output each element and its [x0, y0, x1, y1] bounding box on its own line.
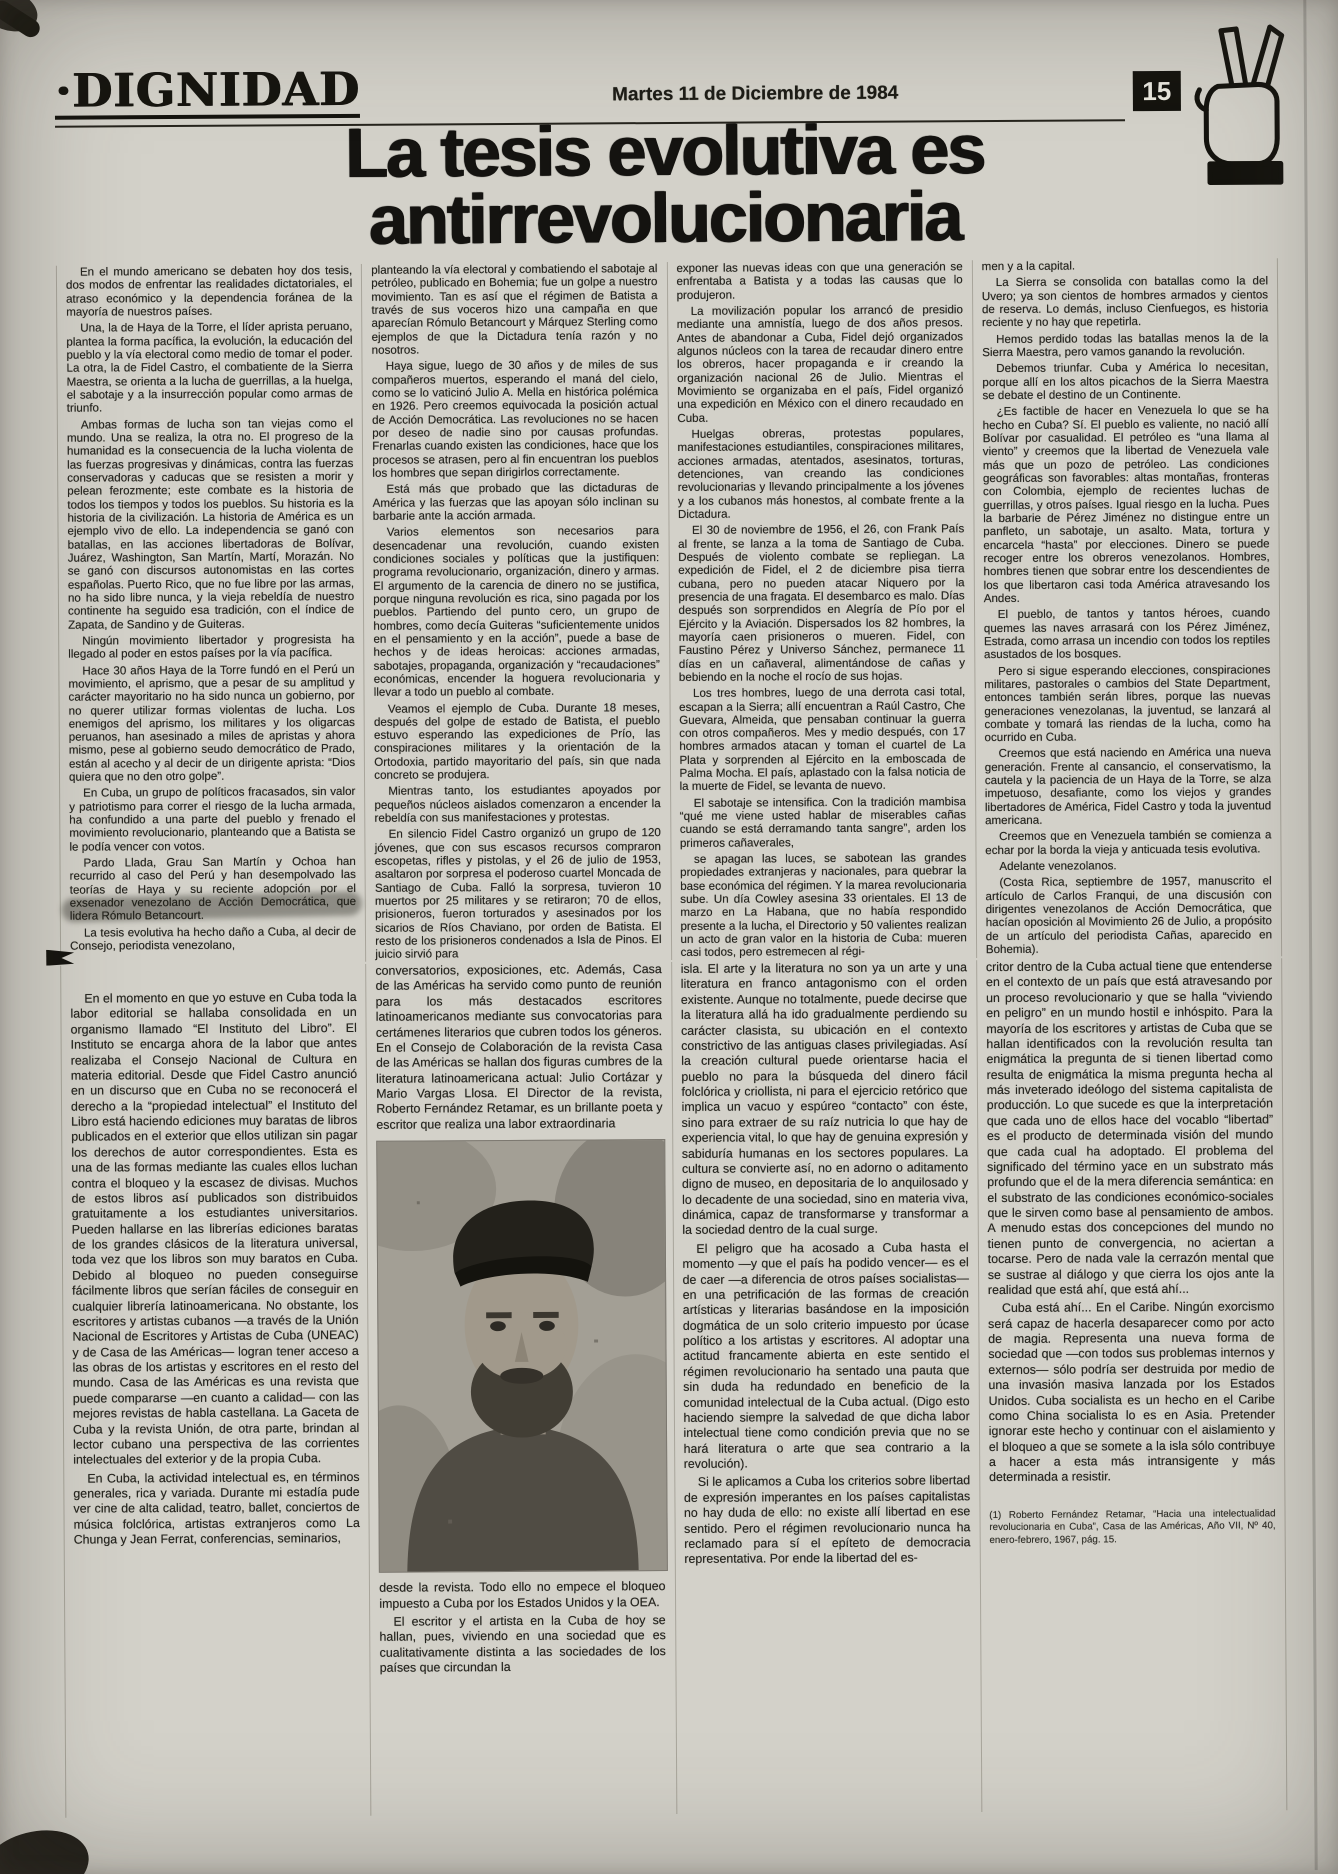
paragraph-list — [375, 962, 662, 1133]
article-bottom-column-1 — [61, 964, 370, 1818]
paragraph: planteando la vía electoral y combatiendo el sabotaje al petróleo, publicado en Bohemia; fue un golpe a nuestro movimiento. Tan es así que el régimen de Batista a través de sus voceros hizo una campaña en que aparecían Rómulo Betancourt y Márquez Sterling como ejemplos de que la Dictadura tenía razón y no nosotros. — [371, 262, 658, 357]
paragraph: Varios elementos son necesarios para desencadenar una revolución, cuando existen condiciones sociales y políticas que la justifiquen: programa revolucionario, organización, dinero y armas. El argumento de la carencia de dinero no se justifica, porque ninguna revolución es rica, sino pagada por los pueblos. Partiendo del punto cero, un grupo de hombres, como decía Guiteras “suficientemente unidos en el pensamiento y en la acción”, puede a base de hechos y de ideas heroicas: acciones armadas, sabotajes, propaganda, organización y “recaudaciones” económicas, encender la hoguera revolucionaria y llevar a todo un pueblo al combate. — [372, 524, 660, 699]
paragraph: Una, la de Haya de la Torre, el líder aprista peruano, plantea la forma pacífica, la evolución, la educación del pueblo y la vía electoral como medio de tomar el poder. La otra, la de Fidel Castro, el combatiente de la Sierra Maestra, se orienta a la lucha de guerrillas, a la huelga, el sabotaje y a la insurrección popular como armas de triunfo. — [66, 320, 353, 415]
paragraph: En el momento en que yo estuve en Cuba toda la labor editorial se hallaba consolidada en un organismo llamado “El Instituto del Libro”. El Instituto se encarga ahora de la labor que antes realizaba el Consejo Nacional de Cultura en materia editorial. Desde que Fidel Castro anunció en un discurso que en Cuba no se reconocerá el derecho a la “propiedad intelectual” el Instituto del Libro está haciendo ediciones muy baratas de libros publicados en el exterior que ellos utilizan sin pagar los derechos de autor correspondientes. Esta es una de las formas mediante las cuales ellos luchan contra el bloqueo y la escasez de divisas. Muchos de estos libros así publicados son distribuidos gratuitamente a los estudiantes universitarios. Pueden hallarse en las librerías ediciones baratas de los grandes clásicos de la literatura universal, toda vez que los libros son muy baratos en Cuba. Debido al bloqueo no pueden conseguirse fácilmente libros que serían fáciles de conseguir en cualquier librería latinoamericana. No obstante, los escritores y artistas cubanos —a través de la Unión Nacional de Escritores y Artistas de Cuba (UNEAC) y de Casa de las Américas— logran tener acceso a las obras de los artistas y escritores en el resto del mundo. Casa de las Américas es una revista que puede compararse —en cuanto a calidad— con las mejores revistas de habla castellana. La Gaceta de Cuba y la revista Unión, de otra parte, brindan al lector cubano una perspectiva de las corrientes intelectuales del exterior y de la propia Cuba. — [70, 989, 360, 1467]
paragraph: Los tres hombres, luego de una derrota casi total, escapan a la Sierra; allí encuentran a Raúl Castro, Che Guevara, Almeida, que pensaban continuar la guerra con otros compañeros. Mes y medio después, con 17 hombres armados atacan y toman el cuartel de La Plata y sorprenden al Ejército en la emboscada de Palma Mocha. El país, aplastado con la falsa noticia de la muerte de Fidel, se levanta de nuevo. — [679, 685, 966, 794]
paragraph: (Costa Rica, septiembre de 1957, manuscrito el artículo de Carlos Franqui, de una discusión con dirigentes venezolanos de Acción Democrática, que hacían oposición al Movimiento 26 de Julio, a propósito de un artículo del periodista Cañas, aparecido en Bohemia). — [985, 874, 1273, 957]
paragraph-list — [986, 958, 1275, 1485]
paragraph: En el mundo americano se debaten hoy dos tesis, dos modos de enfrentar las realidades dictatoriales, el atraso económico y la dependencia foránea de la mayoría de nuestros países. — [65, 263, 353, 319]
paragraph: Mientras tanto, los estudiantes apoyados por pequeños núcleos aislados comenzaron a encender la rebeldía con sus manifestaciones y protestas. — [374, 783, 661, 825]
scan-artifact — [1303, 0, 1317, 1870]
article-top-column-3 — [666, 260, 976, 960]
paragraph: Debemos triunfar. Cuba y América lo necesitan, porque allí en los altos picachos de la Sierra Maestra se debate el destino de un Continente. — [982, 360, 1269, 403]
masthead-bullet: · — [54, 63, 72, 118]
paragraph: Huelgas obreras, protestas populares, manifestaciones estudiantiles, conspiraciones militares, acciones armadas, atentados, asesinatos, torturas, detenciones, van creando las condiciones revolucionarias y llevando principalmente a los jóvenes y a los cubanos más honestos, al combate frente a la Dictadura. — [677, 426, 965, 521]
article-top-column-1 — [57, 264, 366, 964]
page-number-badge: 15 — [1133, 71, 1181, 111]
paragraph: La Sierra se consolida con batallas como la del Uvero; ya son cientos de hombres armados y cientos de reserva. Lo demás, incluso Cienfuegos, es historia reciente y no hay que repetirla. — [981, 274, 1269, 330]
paragraph: Hemos perdido todas las batallas menos la de la Sierra Maestra, pero vamos ganando la revolución. — [982, 330, 1269, 360]
paragraph: Veamos el ejemplo de Cuba. Durante 18 meses, después del golpe de estado de Batista, el pueblo estuvo esperando las expediciones de Prío, las conspiraciones militares y la orientación de la Ortodoxia, partido mayoritario del país, sin que nada concreto se produjera. — [373, 700, 661, 782]
paragraph: La tesis evolutiva ha hecho daño a Cuba, al decir de Consejo, periodista venezolano, — [70, 924, 357, 953]
paragraph: Pero si sigue esperando elecciones, conspiraciones militares, pastorales o cambios del State Department, entonces también serán libres, porque las nuevas generaciones venezolanas, la juventud, se lanzará al combate y tomará las riendas de la lucha, como ha ocurrido en Cuba. — [984, 662, 1271, 745]
paragraph: Haya sigue, luego de 30 años y de miles de sus compañeros muertos, esperando el maná del cielo, como se lo vaticinó Julio A. Mella en histórica polémica en 1926. Pero creemos equivocada la posición actual de Acción Democrática. Las revoluciones no se hacen por deseo de nadie sino por causas profundas. Frenarlas cuando existen las condiciones, hace que los procesos se atrasen, pero al fin encuentran los pueblos los hombres que sepan dirigirlos correctamente. — [371, 358, 659, 480]
paragraph: ¿Es factible de hacer en Venezuela lo que se ha hecho en Cuba? Sí. El pueblo es valiente, no nació allí Bolívar por casualidad. El petróleo es “una llama al viento” y creemos que la libertad de Venezuela vale más que un pozo de petróleo. Las condiciones geográficas son favorables: altas montañas, fronteras con Colombia, ejemplo de recientes luchas de guerrillas, y otros países. Igual riesgo en la lucha. Pues la barbarie de Pérez Jiménez no distingue entre un panfleto, un sabotaje, un asalto. Mata, tortura y encarcela “hasta” por elecciones. Dinero se puede recoger entre los obreros venezolanos. Hombres, hombres tienen que sobrar entre los descendientes de los que libertaron casi toda América atravesando los Andes. — [982, 403, 1270, 605]
paragraph-list — [66, 264, 356, 953]
headline-line2: antirrevolucionaria — [368, 176, 961, 259]
article-top — [56, 258, 1282, 963]
paragraph: El pueblo, de tantos y tantos héroes, cuando quemes las naves arrasará con los Pérez Jiménez, Estrada, como arrasa un incendio con todos los reptiles asustados de los bosques. — [983, 606, 1271, 662]
paragraph-list — [379, 1579, 666, 1676]
paragraph: En Cuba, la actividad intelectual es, en términos generales, rica y variada. Durante mi estadía pude ver cine de alta calidad, teatro, ballet, conciertos de música folclórica, artistas extranjeros como La Chunga y Jean Ferrat, conferencias, seminarios, — [73, 1469, 360, 1547]
paragraph: Hace 30 años Haya de la Torre fundó en el Perú un movimiento, el aprismo, que a pesar de su amplitud y carácter mayoritario no ha sido nunca un gobierno, por no querer utilizar formas violentas de lucha. Los enemigos del aprismo, los militares y los oligarcas peruanos, han asesinado a miles de apristas y ahora mismo, pese al gobierno seudo democrático de Prado, están al acecho y al decir de un dirigente aprista: “Dios quiera que no den otro golpe”. — [68, 662, 356, 784]
paragraph-list — [676, 260, 967, 959]
paragraph: se apagan las luces, se sabotean las grandes propiedades extranjeras y nacionales, para quebrar la base económica del régimen. Y la marea revolucionaria sube. Un día Cowley asesina 33 orientales. El 13 de marzo en La Habana, que no había respondido presente a la lucha, el Directorio y 50 valientes realizan un acto de gran valor en la historia de Cuba: mueren casi todos, pero estremecen al régi- — [680, 851, 967, 960]
paragraph: Si le aplicamos a Cuba los criterios sobre libertad de expresión imperantes en los países capitalistas no hay duda de ello: no existe allí libertad en ese sentido. Pero el régimen revolucionario nunca ha reclamado para sí el epíteto de democracia representativa. Por ende la libertad del es- — [683, 1473, 971, 1567]
masthead-title: DIGNIDAD — [71, 61, 360, 118]
paragraph: El peligro que ha acosado a Cuba hasta el momento —y que el país ha podido vencer— es el de caer —a diferencia de otros países socialistas— en una petrificación de las formas de creación artísticas y literarias basándose en la imposición dogmática de un solo criterio impuesto por úcase político a los artistas y escritores. Al adoptar una actitud francamente abierta en este sentido el régimen revolucionario ha sentado una pauta que sin duda ha redundado en beneficio de la comunidad intelectual de la Cuba actual. (Digo esto haciendo siempre la salvedad de que dicha labor intelectual tiene como condición previa que no se hará literatura o arte que sea contrario a la revolución). — [682, 1239, 970, 1471]
scan-artifact — [0, 0, 43, 39]
paragraph: exponer las nuevas ideas con que una generación se enfrentaba a Batista y a todas las causas que lo produjeron. — [676, 260, 963, 302]
article-bottom — [60, 958, 1287, 1817]
paragraph: El escritor y el artista en la Cuba de hoy se hallan, pues, viviendo en una sociedad que es cualitativamente distinta a las sociedades de los países que circundan la — [379, 1612, 666, 1675]
paragraph: conversatorios, exposiciones, etc. Además, Casa de las Américas ha servido como punto de reunión para los más destacados escritores latinoamericanos mediante sus convocatorias para certámenes literarios que cubren todos los géneros. En el Consejo de Colaboración de la revista Casa de las Américas se hallan dos figuras cumbres de la literatura latinoamericana actual: Julio Cortázar y Mario Vargas Llosa. El Director de la revista, Roberto Fernández Retamar, es un brillante poeta y escritor que realiza una labor extraordinaria — [375, 962, 663, 1132]
footnote: (1) Roberto Fernández Retamar, “Hacia una intelectualidad revolucionaria en Cuba”, Casa de las Américas, Año VII, Nº 40, enero-febrero, 1967, pág. 15. — [989, 1508, 1276, 1547]
paragraph: Ambas formas de lucha son tan viejas como el mundo. Una se realiza, la otra no. El progreso de la humanidad es la consecuencia de la lucha violenta de las fuerzas progresivas y dinámicas, contra las fuerzas conservadoras y caducas que se resisten a morir y pelean ferozmente; este combate es la historia de todos los tiempos y todos los pueblos. Su historia es la historia de la civilización. La historia de América es un ejemplo vivo de ello. La independencia se ganó con batallas, en las acciones libertadoras de Bolívar, Juárez, Washington, San Martín, Martí, Morazán. No se ganó con discursos autonomistas en las cortes españolas. Puerto Rico, que no fue libre por las armas, no ha sido libre nunca, y la vieja rebeldía de nuestro continente ha seguido esa tradición, con el índice de Zapata, de Sandino y de Guiteras. — [66, 416, 355, 632]
fidel-castro-portrait — [377, 1140, 666, 1572]
paragraph: desde la revista. Todo ello no empece el bloqueo impuesto a Cuba por los Estados Unidos y la OEA. — [379, 1579, 666, 1611]
paragraph: Ningún movimiento libertador y progresista ha llegado al poder en estos países por la vía pacífica. — [68, 632, 355, 661]
paragraph: Pardo Llada, Grau San Martín y Ochoa han recurrido al caso del Perú y han desempolvado las teorías de Haya y su reciente adopción por el exsenador venezolano de Acción Democrática, que lidera Rómulo Betancourt. — [69, 855, 357, 924]
paragraph: La movilización popular los arrancó de presidio mediante una amnistía, luego de dos años presos. Antes de abandonar a Cuba, Fidel dejó organizados algunos núcleos con la tarea de recaudar dinero entre los obreros, hacer propaganda e ir creando la organización nacional 26 de Julio. Mientras el Movimiento se organizaba en el país, Fidel organizó una expedición en México con el dinero recaudado en Cuba. — [676, 303, 964, 425]
paragraph: Creemos que en Venezuela también se comienza a echar por la borda la vieja y anticuada tesis evolutiva. — [985, 828, 1272, 857]
scan-artifact — [0, 1819, 97, 1874]
headline-line1: La tesis evolutiva es — [344, 110, 984, 192]
paragraph: Creemos que está naciendo en América una nueva generación. Frente al cansancio, el conservatismo, la cautela y la paciencia de un Haya de la Torre, se alza impetuoso, desafiante, como los viejos y grandes libertadores de América, Fidel Castro y toda la juventud americana. — [984, 745, 1272, 828]
paragraph: Está más que probado que las dictaduras de América y las fuerzas que las apoyan sólo inclinan su barbarie ante la acción armada. — [372, 481, 659, 523]
paragraph: Adelante venezolanos. — [999, 859, 1117, 874]
paragraph-list — [371, 262, 662, 961]
article-bottom-column-3 — [671, 960, 981, 1814]
paragraph: isla. El arte y la literatura no son ya un arte y una literatura en franco antagonismo con el orden existente. Aunque no totalmente, puede decirse que la literatura allá ha ido gradualmente perdiendo su carácter clasista, su ubicación en el contexto constrictivo de las antiguas clases privilegiadas. Así la creación cultural puede orientarse hacia el pueblo no para la búsqueda del dinero fácil folclórica y criollista, ni para el ejercicio retórico que implica un vacuo y espúreo “contacto” con éste, sino para extraer de su raíz nutricia lo que hay de experiencia vital, lo que hay de genuina expresión y sabiduría humanas en los sectores populares. La cultura se convierte así, no en adorno o aditamento digno de museo, en depositaria de lo anquilosado y lo decadente de una sociedad, sino en materia viva, dinámica, capaz de transformarse y transformar a la sociedad dentro de la cual surge. — [680, 960, 969, 1238]
paragraph-list — [681, 960, 971, 1567]
issue-date: Martes 11 de Diciembre de 1984 — [612, 82, 899, 106]
paragraph-list — [982, 258, 1272, 956]
paragraph: El sabotaje se intensifica. Con la tradición mambisa “qué me viene usted hablar de miserables cañas cuando se está derramando tanta sangre”, arden los primeros cañaverales, — [679, 794, 967, 850]
article-top-column-4 — [972, 258, 1282, 958]
paragraph-list — [70, 990, 360, 1548]
paragraph: critor dentro de la Cuba actual tiene que entenderse en el contexto de un país que está atravesando por un proceso revolucionario y que se halla “viviendo en peligro” en un mundo hostil e inhóspito. Para la mayoría de los escritores y artistas de Cuba que se hallan identificados con la revolución resulta tan enigmática la pregunta de si tienen libertad como resulta de enigmática la misma pregunta hecha al más inveterado ideólogo del sistema capitalista de producción. Lo que sucede es que la interpretación que cada uno de ellos hace del vocablo “libertad” es el producto de determinada visión del mundo que cada cual ha adoptado. El problema del significado del término yace en un substrato más profundo que el de la mera diferencia semántica: en el substrato de las condiciones económico-sociales que le sirven como base al pensamiento de ambos. A menudo estas dos concepciones del mundo no tienen punto de convergencia, no aciertan a tocarse. Pero de nada vale la cerrazón mental que se sustrae al diálogo y que cierra los ojos ante la realidad que está ahí, que está ahí... — [985, 958, 1275, 1297]
paragraph: Cuba está ahí... En el Caribe. Ningún exorcismo será capaz de hacerla desaparecer como por acto de magia. Representa una nueva forma de sociedad que —con todos sus problemas internos y externos— sólo podría ser destruida por medio de una invasión masiva lanzada por los Estados Unidos. Cuba socialista es un hecho en el Caribe como China socialista lo es en Asia. Pretender ignorar este hecho y continuar con el aislamiento y el bloqueo a que se somete a la isla sólo contribuye a hacer a esta más intransigente y más determinada a resistir. — [988, 1299, 1276, 1485]
fidel-castro-photo — [376, 1139, 667, 1573]
paragraph: El 30 de noviembre de 1956, el 26, con Frank País al frente, se lanza a la toma de Santiago de Cuba. Después de violento combate se repliegan. La expedición de Fidel, el 2 de diciembre pisa tierra cubana, pero no pueden atacar Niquero por la presencia de una fragata. El desembarco es malo. Días después son sorprendidos en Alegría de Pío por el Ejército y la Aviación. Dispersados los 82 hombres, la mayoría caen prisioneros o mueren. Fidel, con Faustino Pérez y Universo Sánchez, permanece 11 días en un cañaveral, alimentándose de cañas y bebiendo en la noche el rocío de sus hojas. — [678, 522, 966, 684]
paragraph: En silencio Fidel Castro organizó un grupo de 120 jóvenes, que con sus escasos recursos compraron escopetas, rifles y pistolas, y el 26 de julio de 1953, asaltaron por sorpresa el poderoso cuartel Moncada de Santiago de Cuba. Falló la sorpresa, tuvieron 10 muertos por 25 militares y se retiraron; 70 de ellos, prisioneros, fueron torturados y asesinados por los sicarios de Ríos Chaviano, por orden de Batista. El resto de los prisioneros condenados a Isla de Pinos. El juicio sirvió para — [374, 826, 662, 962]
paragraph: men y a la capital. — [981, 259, 1076, 274]
headline — [0, 110, 1334, 259]
article-top-column-2 — [361, 262, 671, 962]
paragraph: En Cuba, un grupo de políticos fracasados, sin valor y patriotismo para correr el riesgo de la lucha armada, ha confundido a una parte del pueblo y frenado el movimiento revolucionario, planteando que a Batista se le podía vencer con votos. — [69, 785, 356, 854]
masthead — [54, 61, 360, 120]
article-bottom-column-2 — [365, 962, 675, 1816]
scan-artifact — [0, 0, 43, 41]
article-bottom-column-4 — [976, 958, 1286, 1812]
